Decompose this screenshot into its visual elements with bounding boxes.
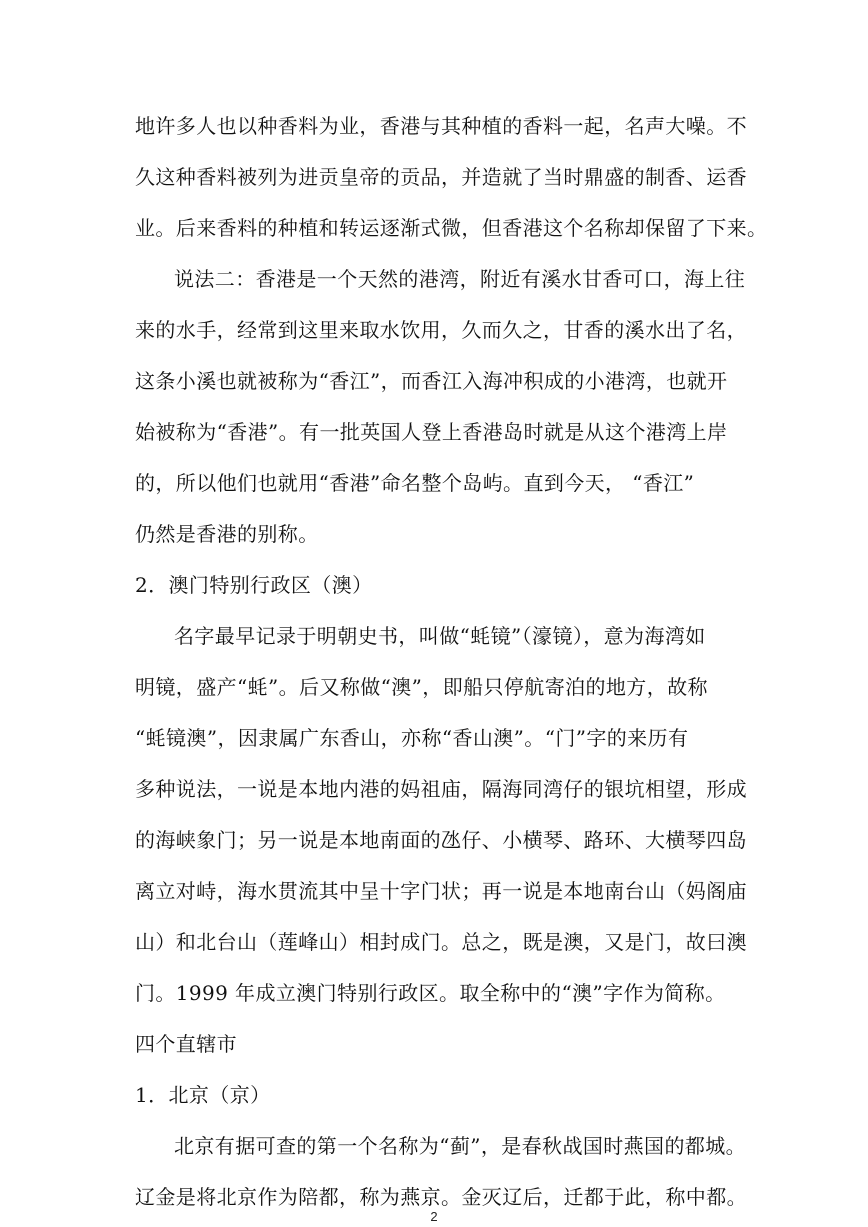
text-line: 这条小溪也就被称为“香江”，而香江入海冲积成的小港湾，也就开	[135, 369, 728, 393]
section-heading: 2．澳门特别行政区（澳）	[135, 573, 373, 597]
page-number: 2	[430, 1209, 438, 1224]
text-line: 名字最早记录于明朝史书，叫做“蚝镜”（濠镜），意为海湾如	[174, 624, 706, 648]
text-line: “蚝镜澳”，因隶属广东香山，亦称“香山澳”。“门”字的来历有	[135, 726, 689, 750]
text-line: 多种说法，一说是本地内港的妈祖庙，隔海同湾仔的银坑相望，形成	[135, 777, 747, 801]
text-line: 北京有据可查的第一个名称为“蓟”，是春秋战国时燕国的都城。	[174, 1134, 747, 1158]
text-line: 离立对峙，海水贯流其中呈十字门状；再一说是本地南台山（妈阁庙	[135, 879, 747, 903]
section-heading: 四个直辖市	[135, 1032, 237, 1056]
text-line: 的海峡象门；另一说是本地南面的氹仔、小横琴、路环、大横琴四岛	[135, 828, 747, 852]
text-line: 来的水手，经常到这里来取水饮用，久而久之，甘香的溪水出了名，	[135, 318, 747, 342]
text-line: 业。后来香料的种植和转运逐渐式微，但香港这个名称却保留了下来。	[135, 216, 768, 240]
text-line: 明镜，盛产“蚝”。后又称做“澳”，即船只停航寄泊的地方，故称	[135, 675, 708, 699]
text-line: 地许多人也以种香料为业，香港与其种植的香料一起，名声大噪。不	[135, 114, 747, 138]
text-line: 辽金是将北京作为陪都，称为燕京。金灭辽后，迁都于此，称中都。	[135, 1185, 747, 1209]
text-line: 久这种香料被列为进贡皇帝的贡品，并造就了当时鼎盛的制香、运香	[135, 165, 747, 189]
text-line: 的，所以他们也就用“香港”命名整个岛屿。直到今天， “香江”	[135, 471, 695, 495]
text-line: 山）和北台山（莲峰山）相封成门。总之，既是澳，又是门，故曰澳	[135, 930, 747, 954]
text-line: 始被称为“香港”。有一批英国人登上香港岛时就是从这个港湾上岸	[135, 420, 728, 444]
text-line: 说法二：香港是一个天然的港湾，附近有溪水甘香可口，海上往	[174, 267, 746, 291]
text-line: 门。1999 年成立澳门特别行政区。取全称中的“澳”字作为简称。	[135, 981, 726, 1005]
text-line: 仍然是香港的别称。	[135, 522, 319, 546]
section-heading: 1．北京（京）	[135, 1083, 271, 1107]
